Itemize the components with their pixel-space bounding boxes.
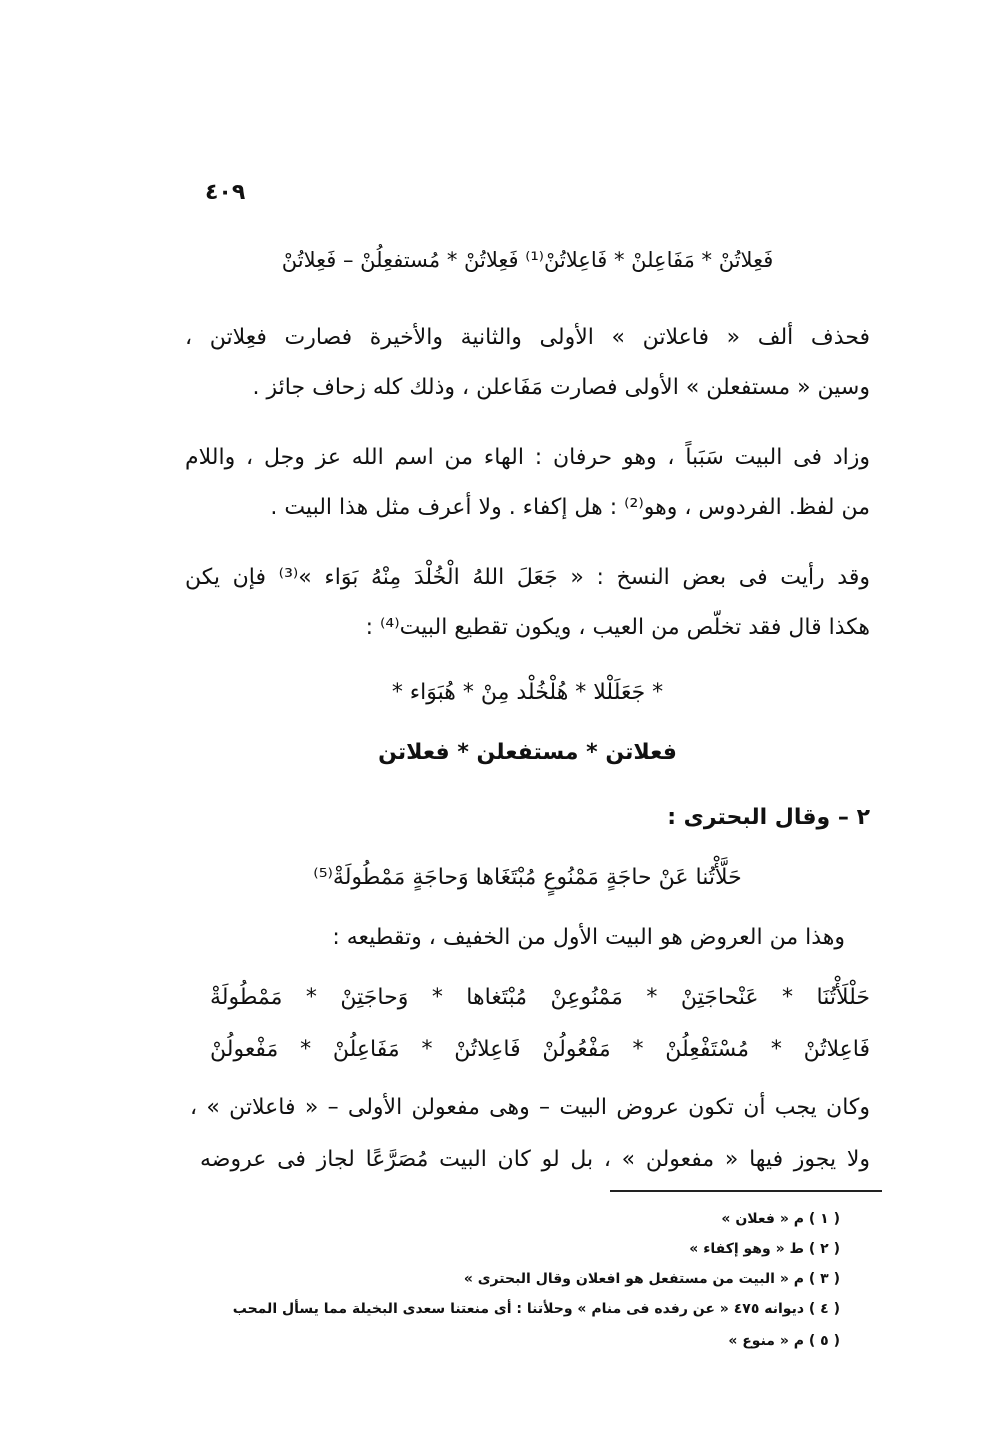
meter-scansion-line: فَعِلاتُنْ * مَفَاعِلنْ * فَاعِلاتُنْ⁽¹⁾ فَعِلاتُنْ * مُستفعِلُنْ – فَعِلاتُنْ xyxy=(281,248,774,272)
footnote: ( ١ ) م « فعلان » xyxy=(721,1211,840,1227)
body-text-line: فحذف ألف « فاعلاتن » الأولى والثانية والأخيرة فصارت فعِلاتن ، xyxy=(185,325,870,350)
scansion-line: حَلْلَأْتُنَا * عَنْحاجَتِنْ * مَمْنُوعِنْ مُبْتَغاها * وَحاجَتِنْ * مَمْطُولَةْ xyxy=(210,985,870,1010)
scansion-line: فعلاتن * مستفعلن * فعلاتن xyxy=(378,740,677,765)
page-number: ٤٠٩ xyxy=(205,180,246,205)
scansion-line: * جَعَلَلْلا * هُلْخُلْد مِنْ * هُبَوَاء * xyxy=(391,680,664,705)
body-text-line: وهذا من العروض هو البيت الأول من الخفيف ، وتقطيعه : xyxy=(332,925,845,950)
footnote-divider xyxy=(610,1190,882,1192)
body-text-line: من لفظ. الفردوس ، وهو⁽²⁾ : هل إكفاء . ولا أعرف مثل هذا البيت . xyxy=(270,495,870,520)
footnote: ( ٤ ) ديوانه ٤٧٥ « عن رفده فى منام » وحلأتنا : أى منعتنا سعدى البخيلة مما يسأل المحب xyxy=(232,1301,840,1317)
poem-verse: حَلَّأْتُنا عَنْ حاجَةٍ مَمْنُوعٍ مُبْتَغَاها وَحاجَةٍ مَمْطُولَةْ⁽⁵⁾ xyxy=(313,865,742,890)
footnote: ( ٥ ) م « منوع » xyxy=(728,1333,840,1349)
scansion-line: فَاعِلاتُنْ * مُسْتَفْعِلُنْ * مَفْعُولُنْ فَاعِلاتُنْ * مَفَاعِلُنْ * مَفْعولُنْ xyxy=(210,1037,870,1062)
footnote: ( ٣ ) م « البيت من مستفعل هو افعلان وقال البحترى » xyxy=(463,1271,840,1287)
body-text-line: وسين « مستفعلن » الأولى فصارت مَفَاعلن ، وذلك كله زحاف جائز . xyxy=(252,375,870,400)
footnote: ( ٢ ) ط « وهو إكفاء » xyxy=(689,1241,840,1257)
body-text-line: ولا يجوز فيها « مفعولن » ، بل لو كان البيت مُصَرَّعًا لجاز فى عروضه xyxy=(200,1147,870,1172)
body-text-line: وكان يجب أن تكون عروض البيت – وهى مفعولن الأولى – « فاعلاتن » ، xyxy=(190,1095,870,1120)
body-text-line: وزاد فى البيت سَبَباً ، وهو حرفان : الهاء من اسم الله عز وجل ، واللام xyxy=(185,445,870,470)
body-text-line: هكذا قال فقد تخلّص من العيب ، ويكون تقطيع البيت⁽⁴⁾ : xyxy=(365,615,870,640)
body-text-line: وقد رأيت فى بعض النسخ : « جَعَلَ اللهُ الْخُلْدَ مِنْهُ بَوَاء »⁽³⁾ فإن يكن xyxy=(185,565,870,590)
section-heading: ٢ – وقال البحترى : xyxy=(667,805,870,830)
